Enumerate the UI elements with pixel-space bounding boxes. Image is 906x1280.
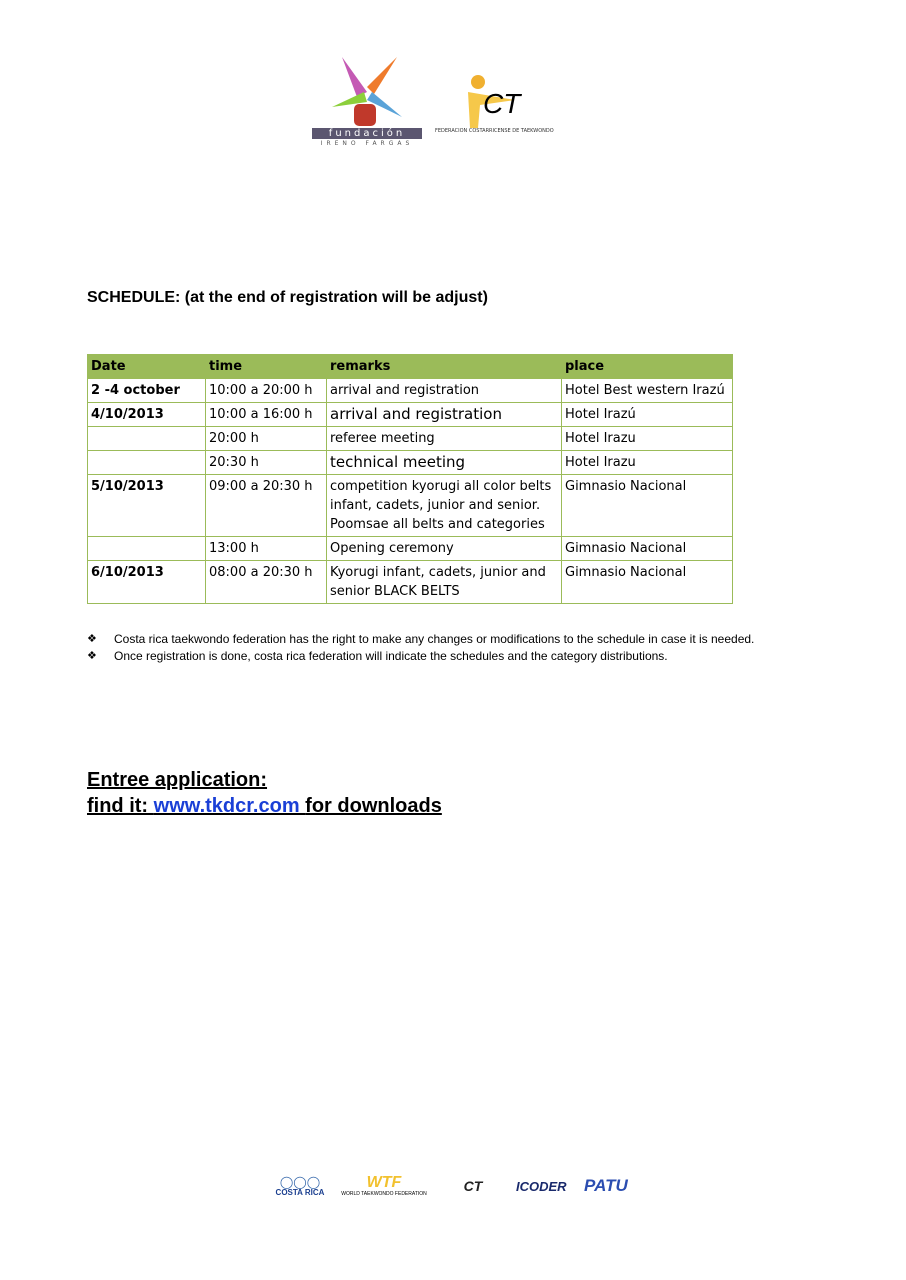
olympic-rings-icon: ◯◯◯ — [279, 1174, 321, 1189]
table-row — [88, 451, 733, 475]
cell-date — [88, 451, 206, 475]
cell-remarks: Kyorugi infant, cadets, junior and senior BLACK BELTS — [327, 561, 562, 604]
cell-remarks: competition kyorugi all color belts infant, cadets, junior and senior. Poomsae all belts and categories — [327, 475, 562, 537]
fct-small-logo: CT — [463, 1178, 483, 1194]
schedule-title: SCHEDULE: (at the end of registration will be adjust) — [87, 289, 488, 306]
cell-remarks: arrival and registration — [327, 379, 562, 403]
table-header-row — [88, 355, 733, 379]
table-row — [88, 475, 733, 537]
cell-time: 20:30 h — [206, 451, 327, 475]
cell-place: Gimnasio Nacional — [562, 537, 733, 561]
cell-remarks: arrival and registration — [327, 403, 562, 427]
cell-place: Hotel Irazu — [562, 427, 733, 451]
cell-remarks: Opening ceremony — [327, 537, 562, 561]
cell-time: 20:00 h — [206, 427, 327, 451]
cell-date: 2 -4 october — [88, 379, 206, 403]
patu-logo: PATU — [584, 1176, 628, 1195]
fundacion-ireno-fargas-logo: fundación IRENO FARGAS — [312, 52, 422, 148]
costa-rica-olympic-logo: ◯◯◯ COSTA RICA — [270, 1176, 330, 1197]
header-place: place — [562, 355, 733, 379]
sponsor-logos — [270, 1166, 648, 1206]
cell-date: 5/10/2013 — [88, 475, 206, 537]
table-row — [88, 379, 733, 403]
table-row — [88, 403, 733, 427]
icoder-logo: ICODER — [516, 1178, 567, 1194]
cell-date — [88, 427, 206, 451]
cell-date: 4/10/2013 — [88, 403, 206, 427]
cell-place: Gimnasio Nacional — [562, 475, 733, 537]
entree-download-line: find it: www.tkdcr.com for downloads — [87, 795, 442, 817]
note-item: ❖ Once registration is done, costa rica federation will indicate the schedules and the category distributions. — [87, 649, 668, 663]
cell-time: 13:00 h — [206, 537, 327, 561]
table-row — [88, 427, 733, 451]
cell-place: Hotel Best western Irazú — [562, 379, 733, 403]
header-remarks: remarks — [327, 355, 562, 379]
cell-date — [88, 537, 206, 561]
cell-time: 09:00 a 20:30 h — [206, 475, 327, 537]
header-date: Date — [88, 355, 206, 379]
schedule-table — [87, 354, 733, 604]
fct-logo: CT FEDERACION COSTARRICENSE DE TAEKWONDO — [435, 70, 585, 140]
entree-application — [87, 767, 442, 819]
table-row — [88, 561, 733, 604]
cell-time: 10:00 a 16:00 h — [206, 403, 327, 427]
cell-remarks: technical meeting — [327, 451, 562, 475]
note-item: ❖ Costa rica taekwondo federation has the right to make any changes or modifications to the schedule in case it is needed. — [87, 632, 755, 646]
notes-list — [87, 632, 807, 666]
table-row — [88, 537, 733, 561]
cell-time: 10:00 a 20:00 h — [206, 379, 327, 403]
cell-place: Gimnasio Nacional — [562, 561, 733, 604]
tkdcr-link[interactable]: www.tkdcr.com — [153, 795, 306, 817]
cell-place: Hotel Irazu — [562, 451, 733, 475]
entree-heading: Entree application: — [87, 769, 268, 791]
cell-time: 08:00 a 20:30 h — [206, 561, 327, 604]
diamond-bullet-icon: ❖ — [87, 650, 97, 662]
hands-icon — [312, 52, 422, 128]
cell-remarks: referee meeting — [327, 427, 562, 451]
cell-date: 6/10/2013 — [88, 561, 206, 604]
wtf-logo: WTF WORLD TAEKWONDO FEDERATION — [341, 1174, 427, 1197]
header-time: time — [206, 355, 327, 379]
diamond-bullet-icon: ❖ — [87, 633, 97, 645]
cell-place: Hotel Irazú — [562, 403, 733, 427]
